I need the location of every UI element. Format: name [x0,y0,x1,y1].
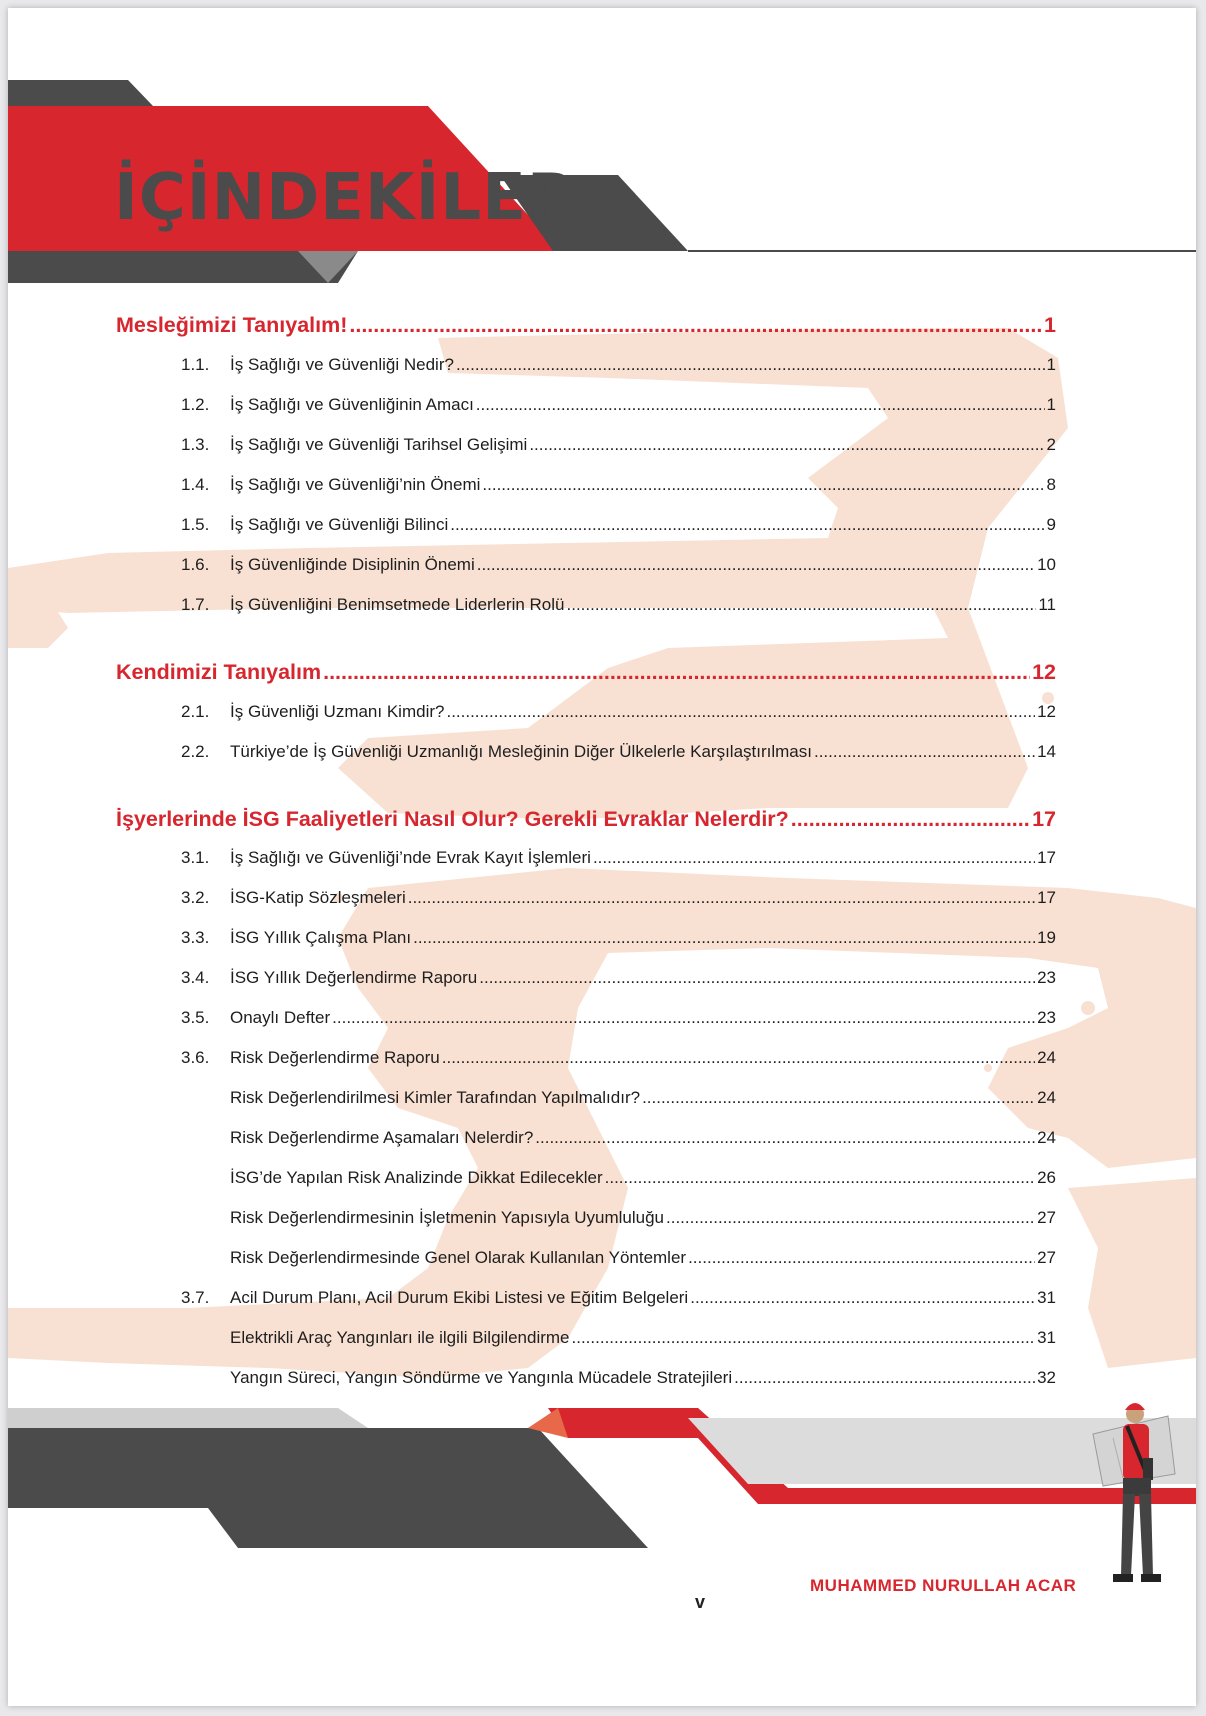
toc-entry[interactable] [181,968,1056,988]
toc-entry-label: Mesleğimizi Tanıyalım! [116,313,348,337]
toc-entry-label: Yangın Süreci, Yangın Söndürme ve Yangınla Mücadele Stratejileri [230,1368,733,1387]
toc-entry-number: 1.6. [181,555,210,574]
toc-entry-label: İSG Yıllık Çalışma Planı [230,928,412,947]
toc-dot-leader [332,1008,1035,1028]
toc-entry-number: 1.1. [181,355,210,374]
toc-page-number: 2 [1046,435,1056,454]
toc-entry[interactable] [181,355,1056,375]
toc-dot-leader [688,1248,1035,1268]
toc-page-number: 23 [1037,1008,1056,1027]
toc-entry[interactable] [181,928,1056,948]
toc-entry[interactable] [181,742,1056,762]
toc-entry[interactable] [181,702,1056,722]
toc-entry[interactable] [181,475,1056,495]
toc-entry-label: Türkiye’de İş Güvenliği Uzmanlığı Mesleğinin Diğer Ülkelerle Karşılaştırılması [230,742,812,761]
toc-entry[interactable] [181,435,1056,455]
footer-website-link[interactable]: www.pelikankitabevi.com.tr [116,1593,319,1610]
toc-page-number: 17 [1037,888,1056,907]
toc-entry[interactable] [230,1368,1056,1388]
toc-entry[interactable] [181,595,1056,615]
toc-dot-leader [734,1368,1035,1388]
footer-banner [8,1408,1196,1548]
toc-chapter-entry[interactable] [116,313,1056,338]
toc-entry-number: 3.3. [181,928,210,947]
toc-dot-leader [791,807,1030,832]
toc-dot-leader [456,355,1045,375]
toc-entry[interactable] [181,515,1056,535]
toc-entry[interactable] [181,1008,1056,1028]
toc-entry-label: İş Sağlığı ve Güvenliği’nde Evrak Kayıt İşlemleri [230,848,591,867]
toc-chapter-entry[interactable] [116,807,1056,832]
toc-page-number: 10 [1037,555,1056,574]
toc-entry[interactable] [181,555,1056,575]
toc-entry-number: 3.7. [181,1288,210,1307]
toc-page-number: 9 [1046,515,1056,534]
toc-entry[interactable] [230,1128,1056,1148]
toc-page-number: 17 [1032,807,1056,831]
toc-entry-number: 3.1. [181,848,210,867]
toc-entry-number: 2.1. [181,702,210,721]
toc-page-number: 24 [1037,1048,1056,1067]
toc-page-number: 24 [1037,1088,1056,1107]
toc-entry-number: 3.5. [181,1008,210,1027]
toc-entry-label: Risk Değerlendirilmesi Kimler Tarafından Yapılmalıdır? [230,1088,641,1107]
toc-dot-leader [814,742,1035,762]
worker-with-blueprint-icon [1073,1398,1183,1588]
author-name: MUHAMMED NURULLAH ACAR [810,1576,1077,1595]
toc-entry[interactable] [230,1328,1056,1348]
toc-entry-number: 3.6. [181,1048,210,1067]
toc-page-number: 1 [1044,313,1056,337]
toc-page-number: 27 [1037,1248,1056,1267]
toc-dot-leader [442,1048,1035,1068]
toc-entry-label: İş Güvenliğini Benimsetmede Liderlerin Rolü [230,595,565,614]
toc-dot-leader [479,968,1035,988]
toc-page-number: 12 [1032,660,1056,684]
toc-dot-leader [323,660,1030,685]
toc-entry-label: Acil Durum Planı, Acil Durum Ekibi Listesi ve Eğitim Belgeleri [230,1288,689,1307]
toc-entry[interactable] [230,1168,1056,1188]
toc-page-number: 12 [1037,702,1056,721]
toc-dot-leader [572,1328,1036,1348]
toc-dot-leader [529,435,1044,455]
toc-entry-label: Risk Değerlendirmesinin İşletmenin Yapısıyla Uyumluluğu [230,1208,665,1227]
toc-page-number: 11 [1038,595,1056,614]
toc-entry[interactable] [230,1248,1056,1268]
toc-dot-leader [476,395,1045,415]
toc-dot-leader [408,888,1035,908]
toc-chapter-entry[interactable] [116,660,1056,685]
toc-entry-label: Elektrikli Araç Yangınları ile ilgili Bilgilendirme [230,1328,570,1347]
toc-entry-number: 3.4. [181,968,210,987]
toc-entry-label: İş Güvenliği Uzmanı Kimdir? [230,702,445,721]
toc-entry-label: İş Sağlığı ve Güvenliği Bilinci [230,515,449,534]
toc-entry-label: İş Sağlığı ve Güvenliğinin Amacı [230,395,474,414]
document-page [8,8,1196,1706]
toc-dot-leader [567,595,1037,615]
toc-entry-number: 1.2. [181,395,210,414]
toc-dot-leader [535,1128,1035,1148]
toc-page-number: 17 [1037,848,1056,867]
toc-entry-number: 2.2. [181,742,210,761]
toc-entry[interactable] [181,395,1056,415]
toc-entry-label: Onaylı Defter [230,1008,331,1027]
toc-page-number: 1 [1046,395,1056,414]
toc-page-number: 31 [1037,1288,1056,1307]
toc-entry[interactable] [181,1288,1056,1308]
toc-entry[interactable] [230,1088,1056,1108]
toc-dot-leader [477,555,1035,575]
toc-entry-label: Kendimizi Tanıyalım [116,660,322,684]
toc-dot-leader [482,475,1044,495]
toc-page-number: 24 [1037,1128,1056,1147]
toc-page-number: 1 [1046,355,1056,374]
toc-dot-leader [642,1088,1035,1108]
toc-page-number: 32 [1037,1368,1056,1387]
toc-dot-leader [446,702,1035,722]
toc-entry-number: 1.7. [181,595,210,614]
toc-dot-leader [690,1288,1035,1308]
toc-page-number: 31 [1037,1328,1056,1347]
page-number: v [695,1592,706,1612]
toc-entry[interactable] [230,1208,1056,1228]
toc-page-number: 23 [1037,968,1056,987]
toc-entry-label: Risk Değerlendirme Raporu [230,1048,440,1067]
toc-page-number: 26 [1037,1168,1056,1187]
toc-entry[interactable] [181,888,1056,908]
toc-entry-label: İş Sağlığı ve Güvenliği Tarihsel Gelişimi [230,435,528,454]
toc-entry-label: İş Güvenliğinde Disiplinin Önemi [230,555,475,574]
page-title: İÇİNDEKİLER [114,161,578,235]
toc-dot-leader [413,928,1035,948]
toc-entry-label: İSG-Katip Sözleşmeleri [230,888,406,907]
toc-entry-label: Risk Değerlendirmesinde Genel Olarak Kullanılan Yöntemler [230,1248,687,1267]
toc-dot-leader [349,313,1042,338]
toc-entry-label: İSG’de Yapılan Risk Analizinde Dikkat Edilecekler [230,1168,603,1187]
toc-entry-number: 1.5. [181,515,210,534]
toc-page-number: 8 [1046,475,1056,494]
toc-entry-label: İşyerlerinde İSG Faaliyetleri Nasıl Olur? Gerekli Evraklar Nelerdir? [116,807,789,831]
toc-entry-number: 1.3. [181,435,210,454]
toc-entry[interactable] [181,1048,1056,1068]
toc-dot-leader [605,1168,1035,1188]
toc-entry-label: Risk Değerlendirme Aşamaları Nelerdir? [230,1128,534,1147]
toc-entry-number: 3.2. [181,888,210,907]
toc-entry[interactable] [181,848,1056,868]
toc-page-number: 14 [1037,742,1056,761]
toc-dot-leader [593,848,1035,868]
toc-dot-leader [450,515,1044,535]
toc-entry-label: İSG Yıllık Değerlendirme Raporu [230,968,478,987]
toc-page-number: 27 [1037,1208,1056,1227]
toc-entry-number: 1.4. [181,475,210,494]
toc-dot-leader [666,1208,1035,1228]
toc-page-number: 19 [1037,928,1056,947]
toc-entry-label: İş Sağlığı ve Güvenliği Nedir? [230,355,454,374]
toc-entry-label: İş Sağlığı ve Güvenliği’nin Önemi [230,475,481,494]
